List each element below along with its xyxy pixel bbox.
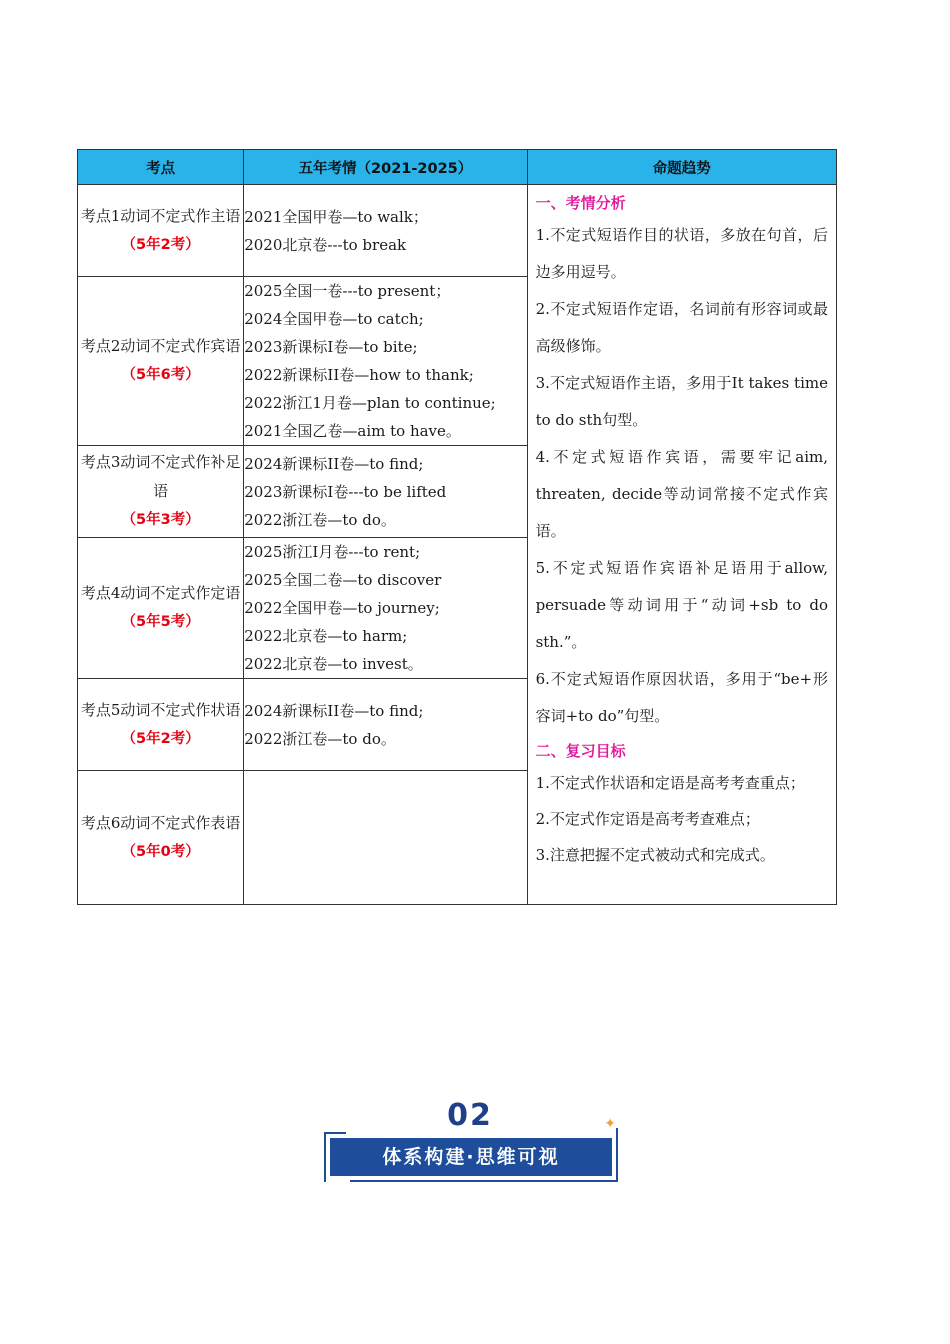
exam-frequency: （5年2考） [121, 236, 200, 253]
year-entry: 2022浙江卷—to do。 [244, 510, 396, 529]
analysis-item: 2.不定式短语作定语，名词前有形容词或最高级修饰。 [535, 300, 828, 355]
header-trend: 命题趋势 [527, 150, 836, 185]
analysis-item: 1.不定式短语作目的状语，多放在句首，后边多用逗号。 [535, 226, 828, 281]
goal-item: 3.注意把握不定式被动式和完成式。 [535, 846, 775, 864]
year-entry: 2022北京卷—to invest。 [244, 655, 423, 673]
exam-point-label: 考点3动词不定式作补足语 [80, 453, 241, 500]
analysis-item: 3.不定式短语作主语，多用于It takes time to do sth句型。 [535, 374, 828, 429]
exam-point-label: 考点2动词不定式作宾语 [80, 337, 241, 355]
goal-item: 1.不定式作状语和定语是高考考查重点； [535, 774, 805, 792]
analysis-item: 5.不定式短语作宾语补足语用于allow, persuade等动词用于“动词+sb to do sth.”。 [535, 559, 828, 651]
exam-frequency: （5年2考） [121, 730, 200, 747]
year-entry: 2025浙江I月卷---to rent; [244, 543, 421, 561]
year-entry: 2025全国二卷—to discover [244, 571, 442, 589]
year-entry: 2024全国甲卷—to catch; [244, 310, 424, 328]
years-cell [244, 446, 527, 538]
years-cell [244, 185, 527, 277]
year-entry: 2022新课标II卷—how to thank; [244, 366, 474, 384]
year-entry: 2022浙江卷—to do。 [244, 729, 396, 748]
year-entry: 2021全国甲卷—to walk； [244, 207, 428, 226]
exam-point-cell [78, 277, 244, 446]
year-entry: 2024新课标II卷—to find; [244, 454, 424, 473]
header-five-year: 五年考情（2021-2025） [244, 150, 527, 185]
exam-point-cell [78, 771, 244, 905]
year-entry: 2022浙江1月卷—plan to continue; [244, 394, 496, 412]
goal-item: 2.不定式作定语是高考考查难点； [535, 810, 760, 828]
header-exam-point: 考点 [78, 150, 244, 185]
year-entry: 2023新课标I卷---to be lifted [244, 482, 447, 501]
exam-point-label: 考点4动词不定式作定语 [80, 584, 241, 602]
exam-point-cell [78, 538, 244, 679]
table-header-row [78, 150, 837, 185]
year-entry: 2022全国甲卷—to journey; [244, 599, 440, 617]
exam-point-label: 考点5动词不定式作状语 [80, 700, 241, 719]
section-number: 02 [447, 1098, 493, 1133]
exam-frequency: （5年6考） [121, 367, 200, 383]
years-cell [244, 771, 527, 905]
badge-underline [350, 1180, 612, 1182]
exam-point-cell [78, 446, 244, 538]
trend-cell [527, 185, 836, 905]
year-entry: 2024新课标II卷—to find; [244, 701, 424, 720]
years-cell [244, 277, 527, 446]
analysis-heading: 一、考情分析 [535, 194, 626, 212]
years-cell [244, 538, 527, 679]
years-cell [244, 679, 527, 771]
year-entry: 2022北京卷—to harm; [244, 627, 408, 645]
year-entry: 2021全国乙卷—aim to have。 [244, 422, 461, 440]
exam-point-cell [78, 679, 244, 771]
exam-frequency: （5年0考） [121, 843, 200, 860]
year-entry: 2025全国一卷---to present； [244, 282, 451, 300]
year-entry: 2020北京卷---to break [244, 235, 407, 254]
exam-point-cell [78, 185, 244, 277]
exam-point-label: 考点1动词不定式作主语 [80, 206, 241, 225]
goals-heading: 二、复习目标 [535, 742, 626, 760]
sparkle-icon: ✦ [604, 1116, 616, 1132]
exam-frequency: （5年3考） [121, 512, 200, 528]
exam-point-label: 考点6动词不定式作表语 [80, 813, 241, 832]
analysis-item: 4.不定式短语作宾语，需要牢记aim, threaten, decide等动词常接不定式作宾语。 [535, 448, 828, 540]
year-entry: 2023新课标I卷—to bite; [244, 338, 418, 356]
analysis-item: 6.不定式短语作原因状语，多用于“be+形容词+to do”句型。 [535, 670, 828, 725]
exam-frequency: （5年5考） [121, 614, 200, 630]
exam-analysis-table [77, 149, 837, 905]
section-title: 体系构建·思维可视 [330, 1138, 612, 1176]
section-badge [320, 1098, 620, 1188]
table-row [78, 185, 837, 277]
